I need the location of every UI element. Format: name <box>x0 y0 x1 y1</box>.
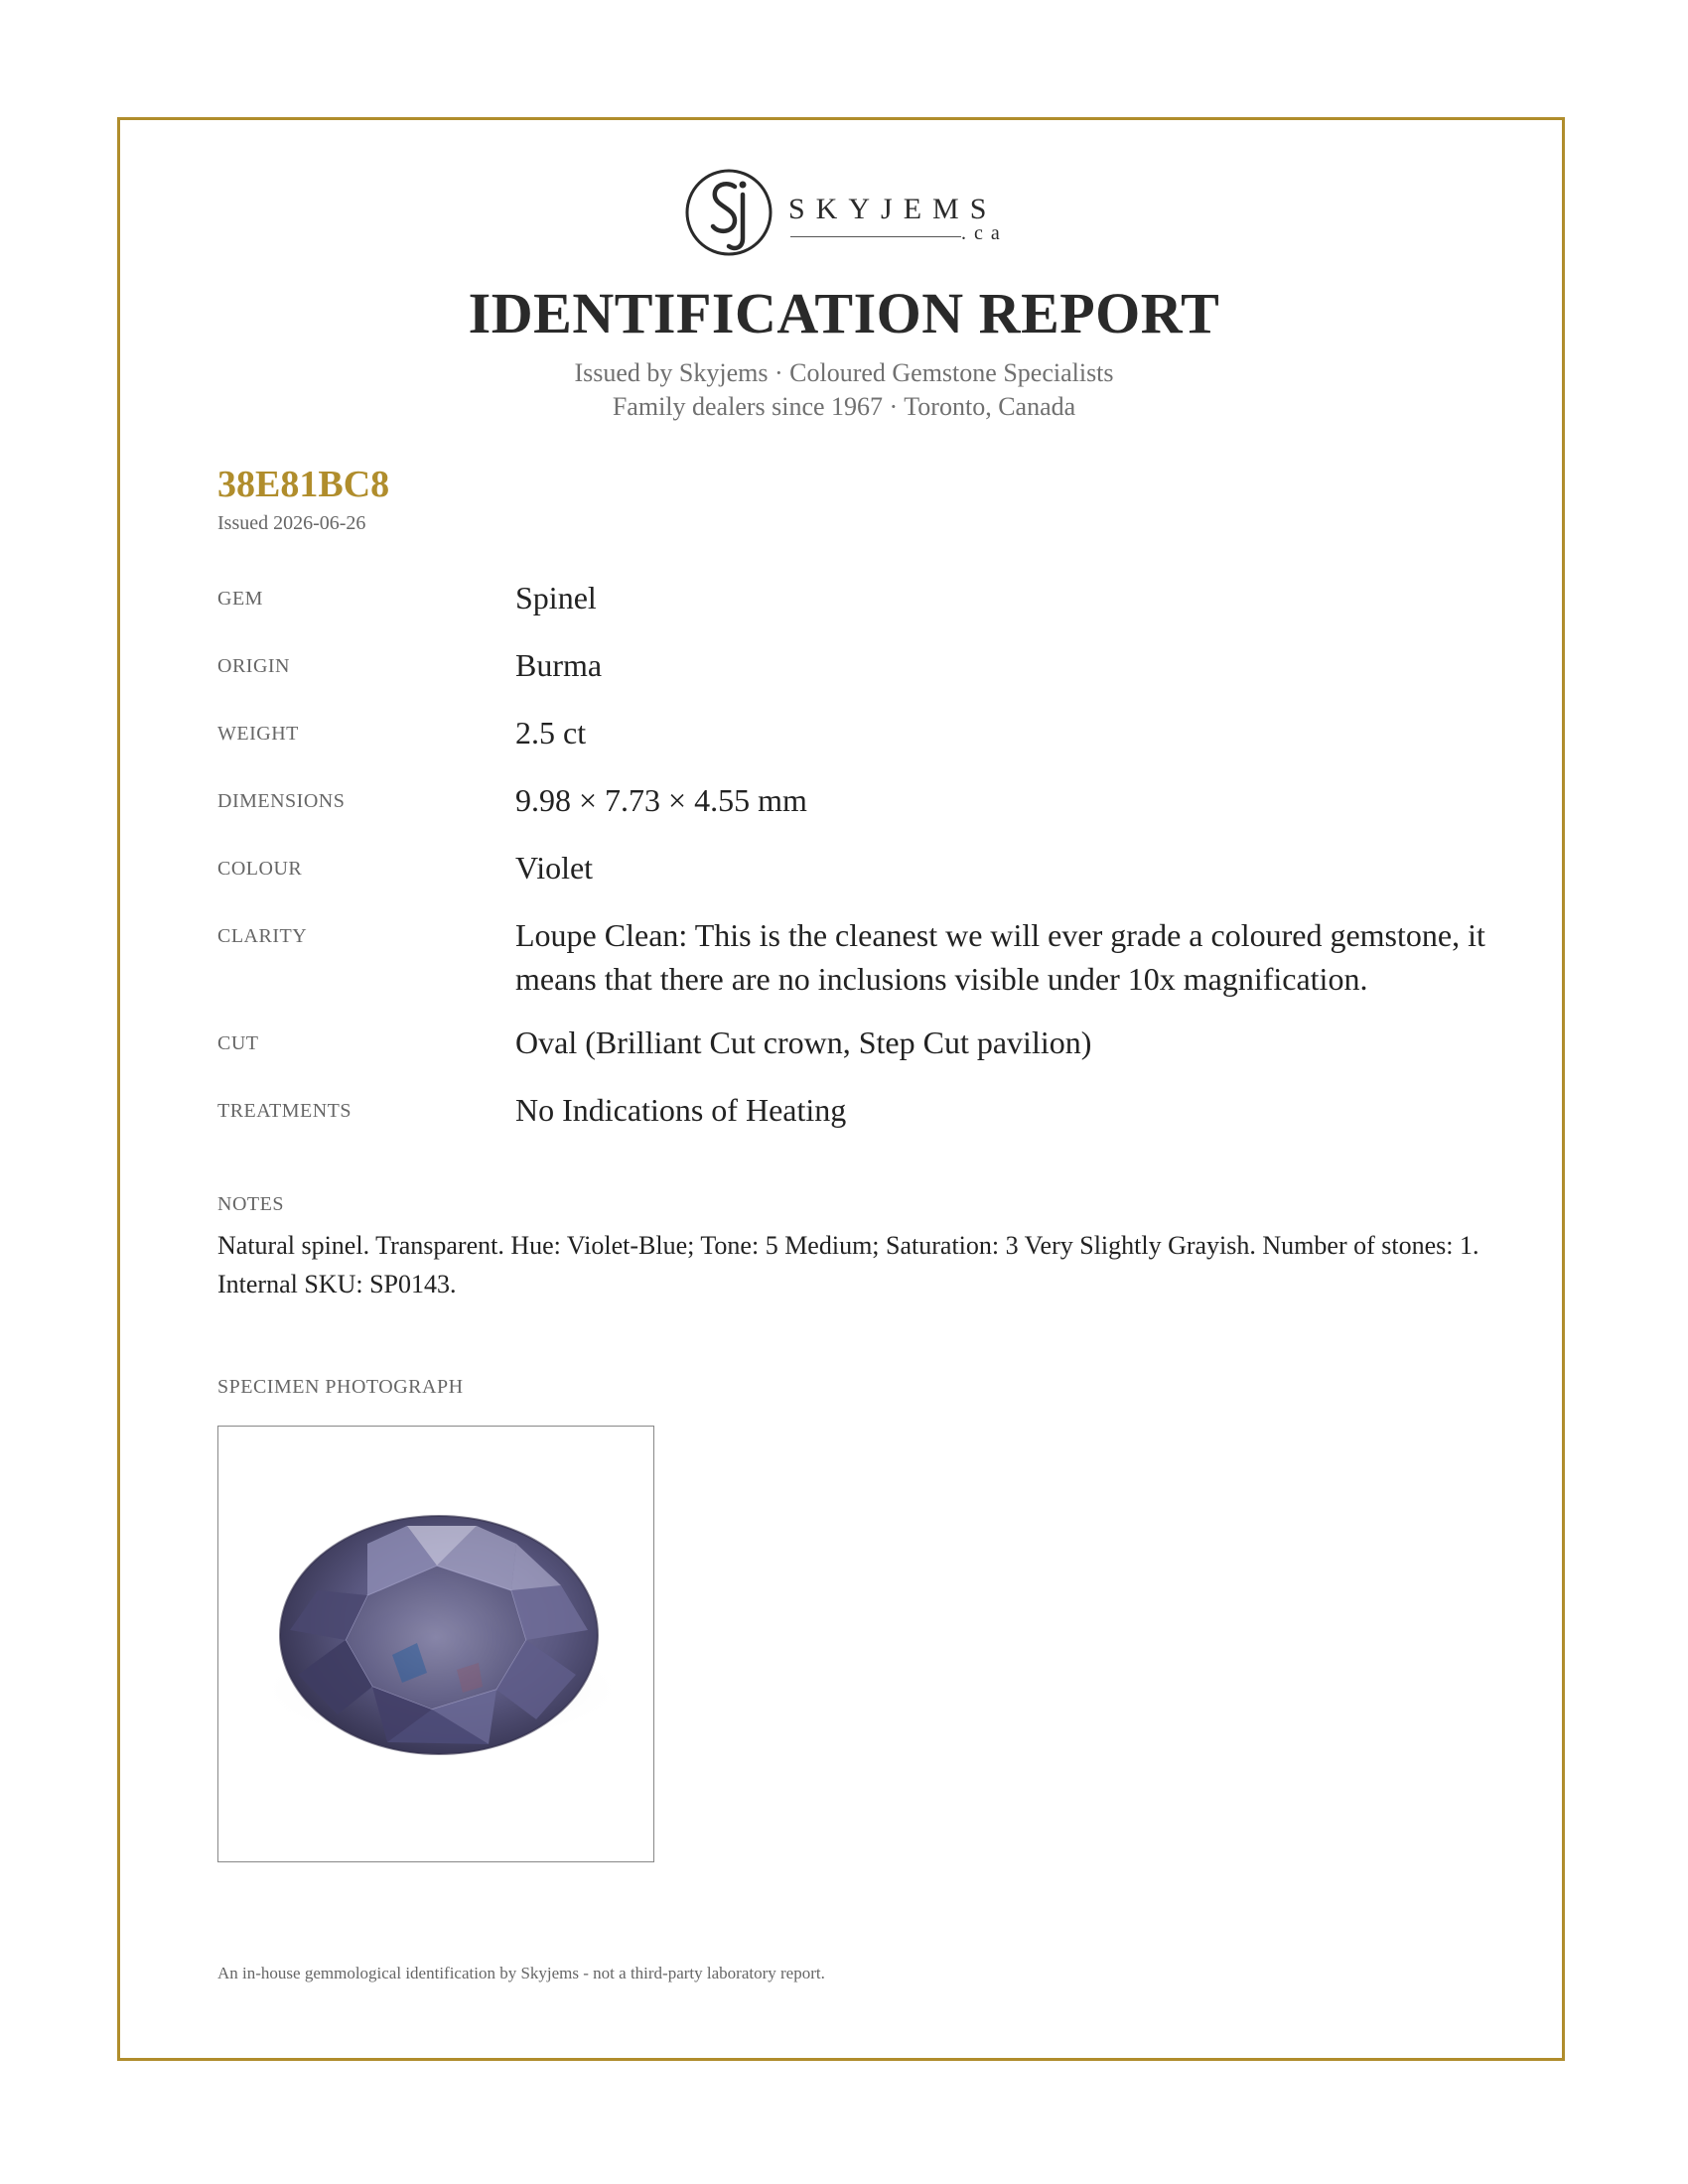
skyjems-logo <box>683 165 1008 262</box>
field-label: WEIGHT <box>217 723 299 745</box>
brand-name: SKYJEMS <box>788 193 998 225</box>
brand-divider <box>790 236 961 237</box>
brand-tld: .ca <box>961 222 1008 244</box>
field-label: DIMENSIONS <box>217 790 346 812</box>
report-title: IDENTIFICATION REPORT <box>468 281 1220 345</box>
field-value: Oval (Brilliant Cut crown, Step Cut pavilion) <box>515 1024 1092 1060</box>
field-value: Spinel <box>515 580 597 615</box>
field-label: CLARITY <box>217 925 308 947</box>
specimen-photograph <box>217 1426 654 1862</box>
field-value: Loupe Clean: This is the cleanest we will ever grade a coloured gemstone, it means that there are no inclusions visible under 10x magnification. <box>515 917 1485 997</box>
field-label: TREATMENTS <box>217 1100 352 1122</box>
field-value: No Indications of Heating <box>515 1092 847 1128</box>
notes-text: Natural spinel. Transparent. Hue: Violet-Blue; Tone: 5 Medium; Saturation: 3 Very Slightly Grayish. Number of stones: 1. Internal SKU: SP0143. <box>217 1231 1479 1298</box>
field-label: CUT <box>217 1032 259 1054</box>
photo-label: SPECIMEN PHOTOGRAPH <box>217 1376 464 1398</box>
oval-spinel-gem-image <box>218 1427 655 1863</box>
field-label: COLOUR <box>217 858 303 880</box>
issue-date: Issued 2026-06-26 <box>217 512 366 534</box>
field-value: 9.98 × 7.73 × 4.55 mm <box>515 782 807 818</box>
notes-label: NOTES <box>217 1193 284 1215</box>
sj-monogram-icon <box>683 165 782 262</box>
field-label: ORIGIN <box>217 655 290 677</box>
field-value: Violet <box>515 850 594 886</box>
field-label: GEM <box>217 588 263 610</box>
report-id: 38E81BC8 <box>217 464 390 505</box>
dealer-info-line: Family dealers since 1967 · Toronto, Canada <box>612 392 1076 421</box>
issuer-line: Issued by Skyjems · Coloured Gemstone Specialists <box>574 358 1114 387</box>
field-value: Burma <box>515 647 603 683</box>
disclaimer-footer: An in-house gemmological identification by Skyjems - not a third-party laboratory report. <box>217 1964 825 1982</box>
field-value: 2.5 ct <box>515 715 587 751</box>
